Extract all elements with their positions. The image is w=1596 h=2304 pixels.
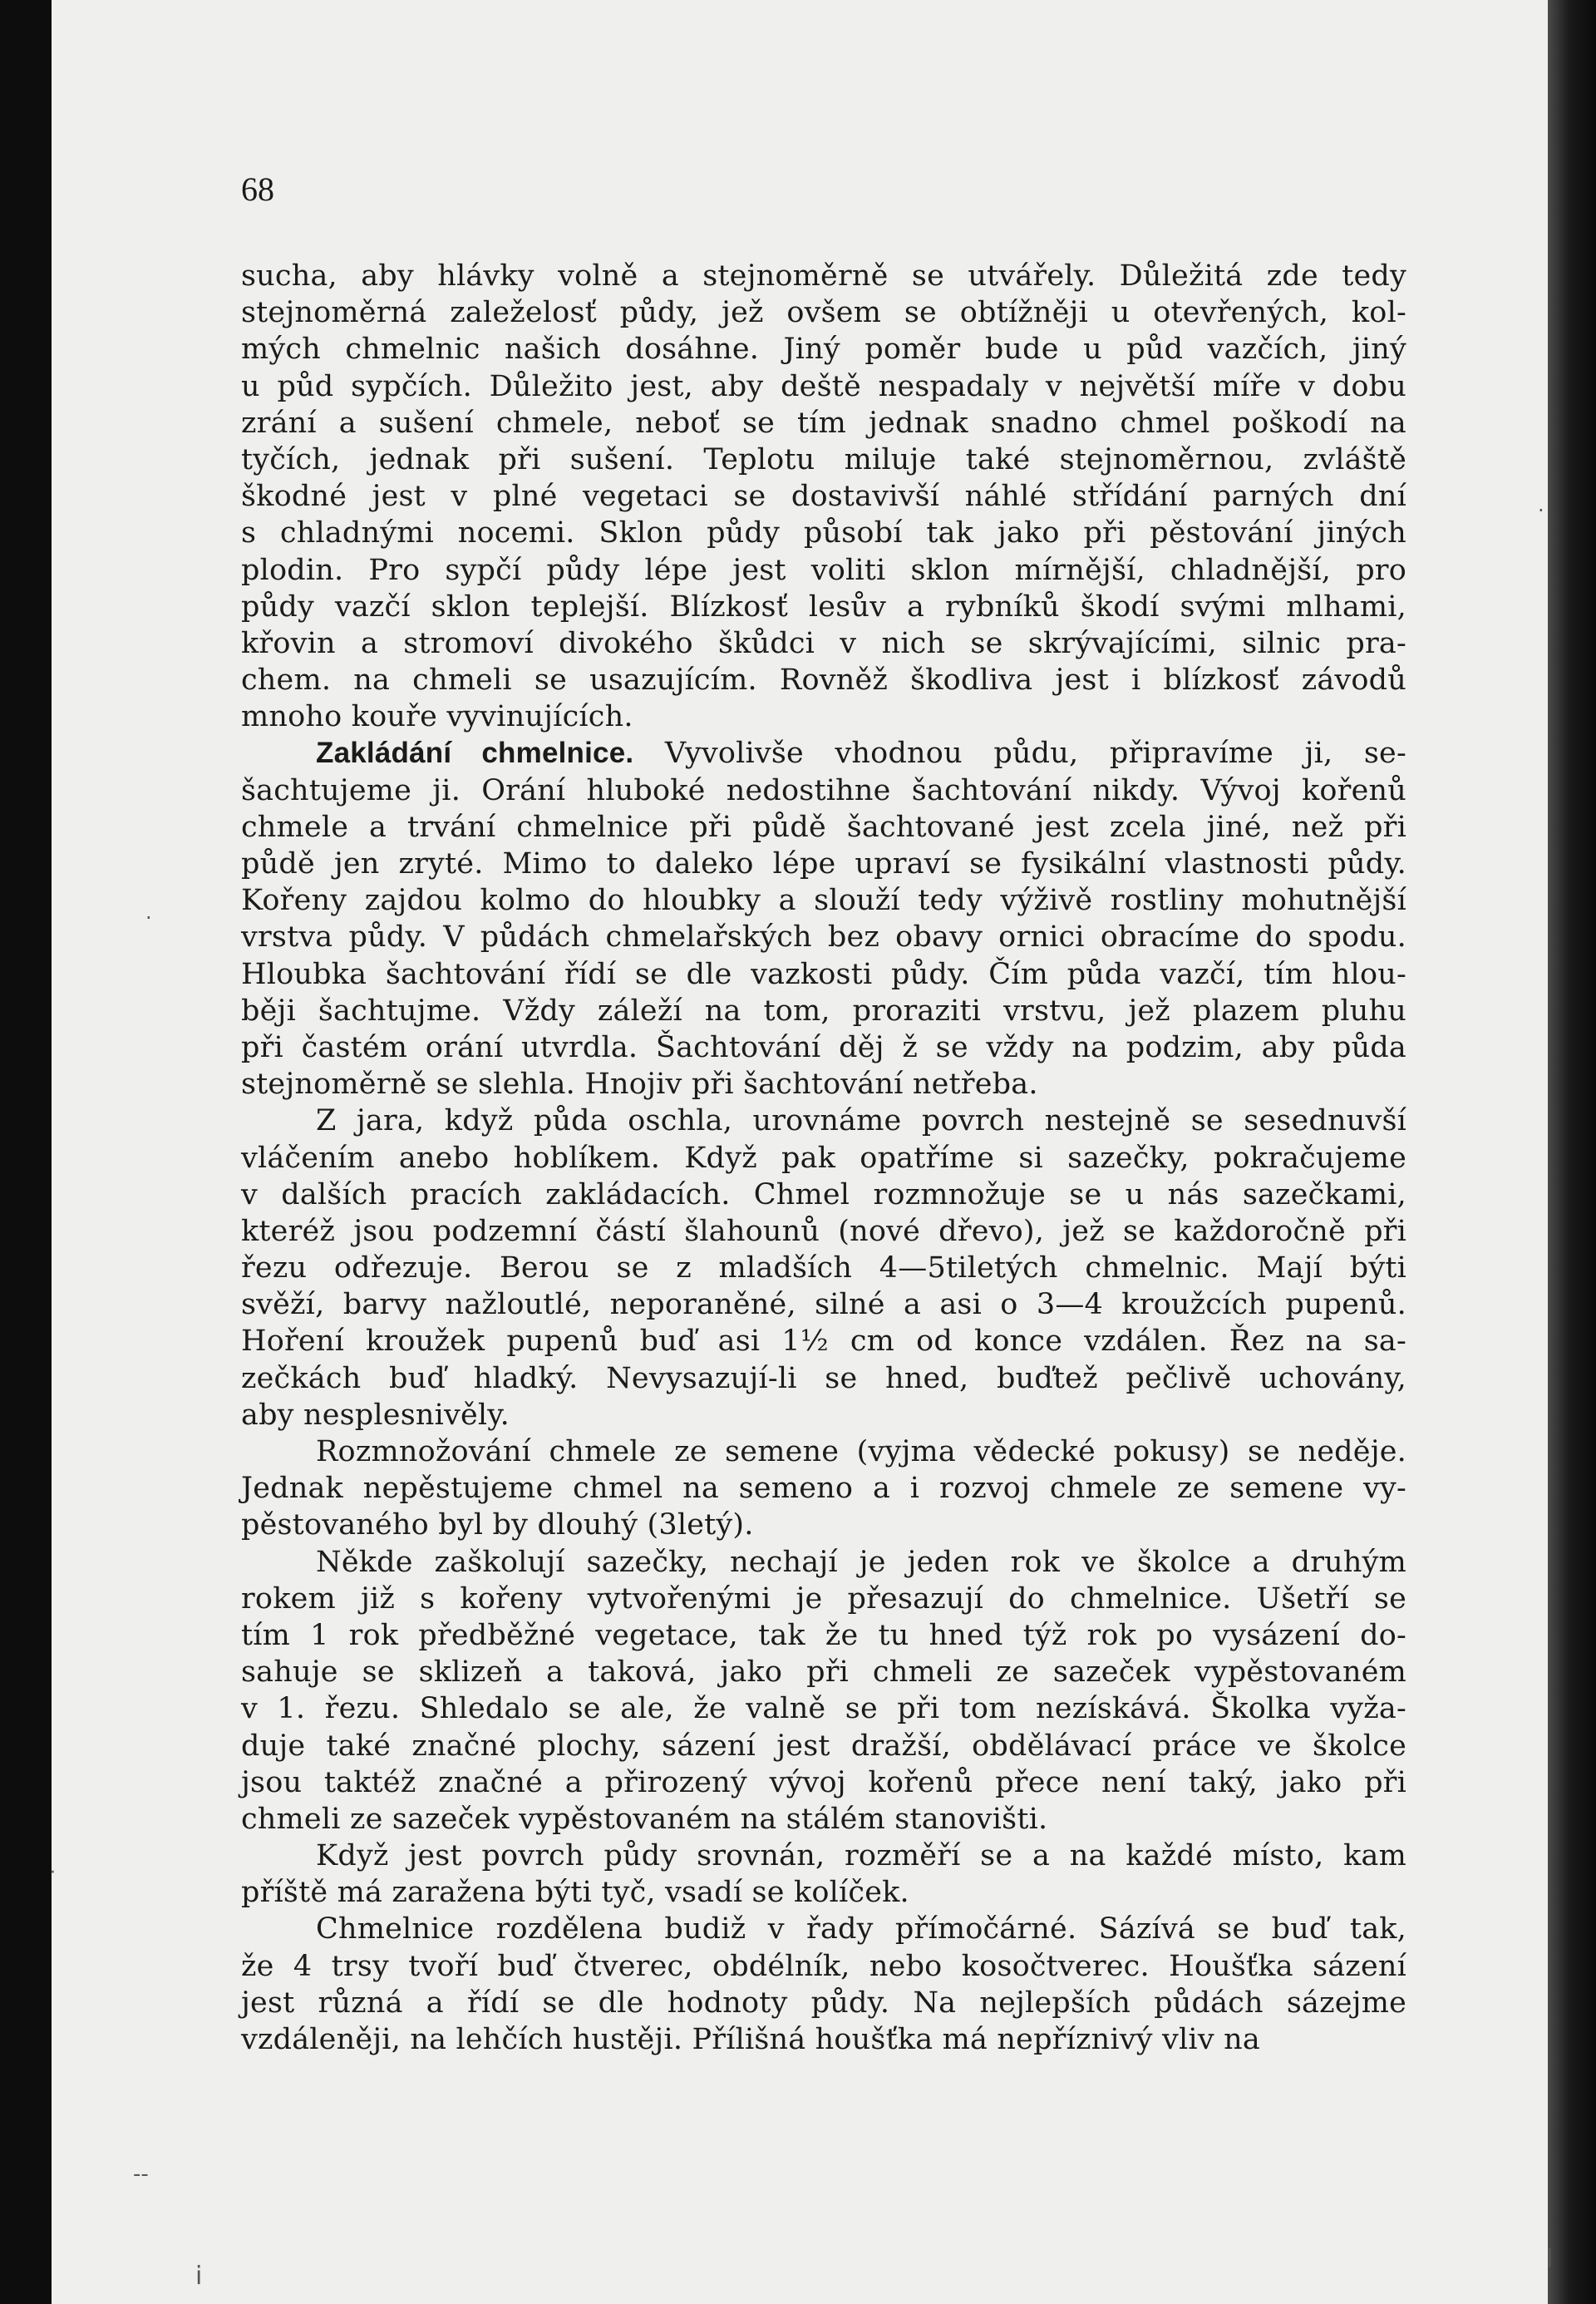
- text-line-content: Vyvolivše vhodnou půdu, připravíme ji, se-: [633, 737, 1407, 771]
- text-line: půdy vazčí sklon teplejší. Blízkosť lesův a rybníků škodí svými mlhami,: [241, 590, 1406, 624]
- text-line: Rozmnožování chmele ze semene (vyjma vědecké pokusy) se neděje.: [316, 1435, 1406, 1468]
- text-line: s chladnými nocemi. Sklon půdy působí tak jako při pěstování jiných: [241, 516, 1406, 550]
- text-line: že 4 trsy tvoří buď čtverec, obdélník, nebo kosočtverec. Houšťka sázení: [241, 1949, 1406, 1983]
- text-line: chmeli ze sazeček vypěstovaném na stálém stanovišti.: [241, 1802, 1048, 1836]
- text-line: stejnoměrně se slehla. Hnojiv při šachtování netřeba.: [241, 1068, 1038, 1102]
- text-line: sucha, aby hlávky volně a stejnoměrně se utvářely. Důležitá zde tedy: [241, 259, 1406, 293]
- text-line: chmele a trvání chmelnice při půdě šachtované jest zcela jiné, než při: [241, 810, 1406, 844]
- text-line: vzdáleněji, na lehčích hustěji. Přílišná houšťka má nepříznivý vliv na: [241, 2023, 1260, 2056]
- text-line: Jednak nepěstujeme chmel na semeno a i rozvoj chmele ze semene vy-: [241, 1472, 1406, 1506]
- text-line: Kořeny zajdou kolmo do hloubky a slouží tedy výživě rostliny mohutnější: [241, 884, 1406, 918]
- text-line: jest různá a řídí se dle hodnoty půdy. Na nejlepších půdách sázejme: [241, 1986, 1406, 2020]
- text-line: mnoho kouře vyvinujících.: [241, 700, 633, 734]
- text-line: sahuje se sklizeň a taková, jako při chmeli ze sazeček vypěstovaném: [241, 1655, 1406, 1690]
- text-line: kteréž jsou podzemní částí šlahounů (nové dřevo), jež se každoročně při: [241, 1214, 1406, 1248]
- text-line: chem. na chmeli se usazujícím. Rovněž škodliva jest i blízkosť závodů: [241, 664, 1406, 698]
- text-line: zečkách buď hladký. Nevysazují-li se hned, buďtež pečlivě uchovány,: [241, 1361, 1406, 1395]
- margin-mark: ·: [50, 1862, 56, 1883]
- text-line: plodin. Pro sypčí půdy lépe jest voliti sklon mírnější, chladnější, pro: [241, 553, 1406, 587]
- text-line: vláčením anebo hoblíkem. Když pak opatříme si sazečky, pokračujeme: [241, 1141, 1406, 1175]
- text-line: Hoření kroužek pupenů buď asi 1½ cm od konce vzdálen. Řez na sa-: [241, 1325, 1406, 1359]
- margin-mark: ·: [1538, 499, 1544, 522]
- text-line: Chmelnice rozdělena budiž v řady přímočárné. Sázívá se buď tak,: [316, 1912, 1406, 1946]
- text-line: [241, 735, 1406, 772]
- text-line: šachtujeme ji. Orání hluboké nedostihne šachtování nikdy. Vývoj kořenů: [241, 773, 1406, 807]
- margin-mark: l: [1546, 2245, 1554, 2274]
- text-line: tím 1 rok předběžné vegetace, tak že tu hned týž rok po vysázení do-: [241, 1618, 1406, 1652]
- text-line: rokem již s kořeny vytvořenými je přesazují do chmelnice. Ušetří se: [241, 1581, 1406, 1616]
- section-heading: Zakládání chmelnice.: [316, 737, 634, 770]
- text-line: mých chmelnic našich dosáhne. Jiný poměr bude u půd vazčích, jiný: [241, 333, 1406, 367]
- text-line: křovin a stromoví divokého škůdci v nich se skrývajícími, silnic pra-: [241, 626, 1406, 660]
- text-line: příště má zaražena býti tyč, vsadí se kolíček.: [241, 1876, 909, 1910]
- text-line: Když jest povrch půdy srovnán, rozměří se a na každé místo, kam: [316, 1839, 1406, 1873]
- text-line: řezu odřezuje. Berou se z mladších 4—5tiletých chmelnic. Mají býti: [241, 1251, 1406, 1285]
- text-line: v 1. řezu. Shledalo se ale, že valně se při tom nezískává. Školka vyža-: [241, 1692, 1406, 1726]
- text-line: stejnoměrná zaleželosť půdy, jež ovšem se obtížněji u otevřených, kol-: [241, 296, 1406, 330]
- text-line: běji šachtujme. Vždy záleží na tom, proraziti vrstvu, jež plazem pluhu: [241, 994, 1406, 1028]
- body-text: [241, 258, 1406, 2058]
- text-line: půdě jen zryté. Mimo to daleko lépe upraví se fysikální vlastnosti půdy.: [241, 847, 1406, 881]
- margin-mark: ‐‐: [133, 2162, 149, 2187]
- text-line: jsou taktéž značné a přirozený vývoj kořenů přece není taký, jako při: [241, 1765, 1406, 1799]
- page-edge-shadow: [1548, 0, 1596, 2304]
- text-line: při častém orání utvrdla. Šachtování děj ž se vždy na podzim, aby půda: [241, 1030, 1406, 1064]
- page-number: 68: [241, 170, 274, 208]
- margin-mark: ·: [145, 906, 152, 930]
- text-line: Někde zaškolují sazečky, nechají je jeden rok ve školce a druhým: [316, 1545, 1406, 1579]
- text-line: u půd sypčích. Důležito jest, aby deště nespadaly v největší míře v dobu: [241, 369, 1406, 403]
- text-line: Z jara, když půda oschla, urovnáme povrch nestejně se sesednuvší: [316, 1104, 1406, 1138]
- text-line: svěží, barvy nažloutlé, neporaněné, silné a asi o 3—4 kroužcích pupenů.: [241, 1288, 1406, 1322]
- text-line: duje také značné plochy, sázení jest dražší, obdělávací práce ve školce: [241, 1729, 1406, 1763]
- text-line: zrání a sušení chmele, neboť se tím jednak snadno chmel poškodí na: [241, 406, 1406, 440]
- text-line: Hloubka šachtování řídí se dle vazkosti půdy. Čím půda vazčí, tím hlou-: [241, 957, 1406, 991]
- text-line: aby nesplesnivěly.: [241, 1398, 510, 1432]
- text-line: v dalších pracích zakládacích. Chmel rozmnožuje se u nás sazečkami,: [241, 1177, 1406, 1211]
- margin-mark: i: [195, 2262, 203, 2291]
- text-line: vrstva půdy. V půdách chmelařských bez obavy ornici obracíme do spodu.: [241, 920, 1406, 955]
- text-line: pěstovaného byl by dlouhý (3letý).: [241, 1508, 754, 1542]
- text-line: škodné jest v plné vegetaci se dostavivší náhlé střídání parných dní: [241, 480, 1406, 514]
- text-line: tyčích, jednak při sušení. Teplotu miluje také stejnoměrnou, zvláště: [241, 442, 1406, 476]
